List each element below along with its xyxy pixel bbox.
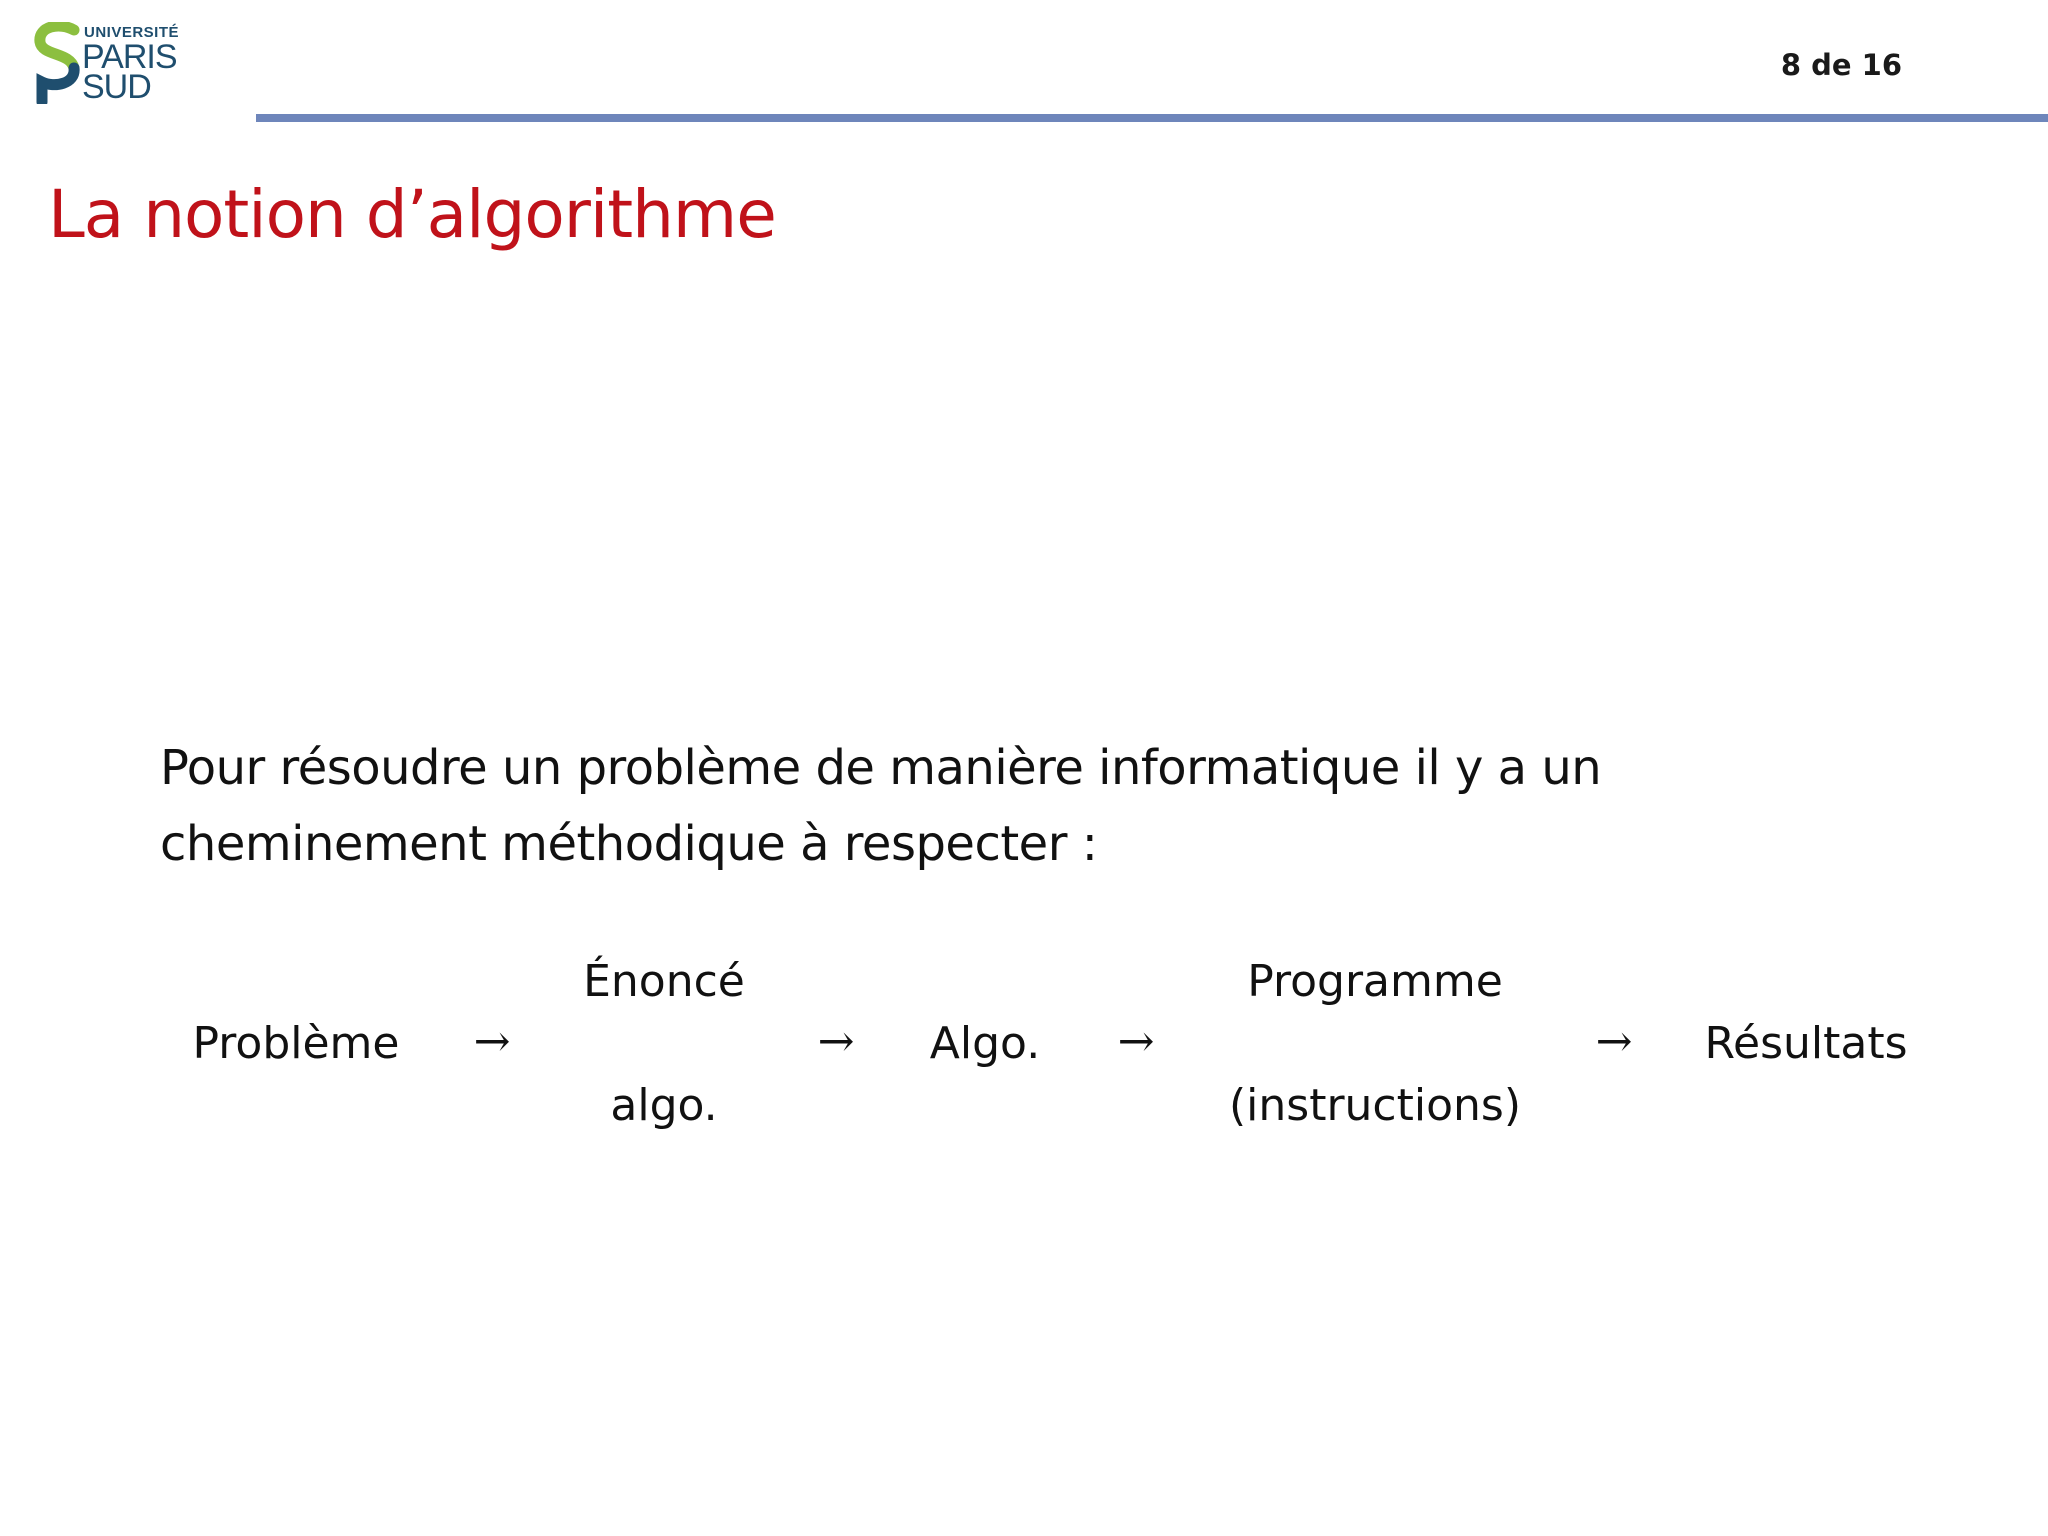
university-logo <box>34 22 184 104</box>
flow-step-enonce-algo: algo. <box>610 1080 718 1131</box>
logo-text-sud: SUD <box>82 68 151 106</box>
logo-text-universite: UNIVERSITÉ <box>84 24 180 41</box>
flow-step-enonce: Énoncé <box>583 956 745 1007</box>
flow-step-programme: Programme <box>1247 956 1503 1007</box>
logo-text-paris: PARIS <box>82 38 177 76</box>
slide-title: La notion d’algorithme <box>48 176 776 253</box>
flow-step-resultats: Résultats <box>1704 1018 1908 1069</box>
header-divider <box>256 114 2048 122</box>
page-number: 8 de 16 <box>1780 48 1902 82</box>
intro-line-1: Pour résoudre un problème de manière informatique il y a un <box>160 740 1602 796</box>
flow-arrow-2: → <box>817 1016 855 1067</box>
paris-sud-s-icon <box>34 22 82 104</box>
process-flow <box>0 940 2048 1140</box>
intro-paragraph <box>160 730 1900 882</box>
flow-arrow-3: → <box>1117 1016 1155 1067</box>
flow-arrow-1: → <box>473 1016 511 1067</box>
flow-step-probleme: Problème <box>192 1018 400 1069</box>
flow-step-instructions: (instructions) <box>1229 1080 1521 1131</box>
intro-line-2: cheminement méthodique à respecter : <box>160 816 1098 872</box>
flow-arrow-4: → <box>1595 1016 1633 1067</box>
flow-step-algo: Algo. <box>929 1018 1041 1069</box>
